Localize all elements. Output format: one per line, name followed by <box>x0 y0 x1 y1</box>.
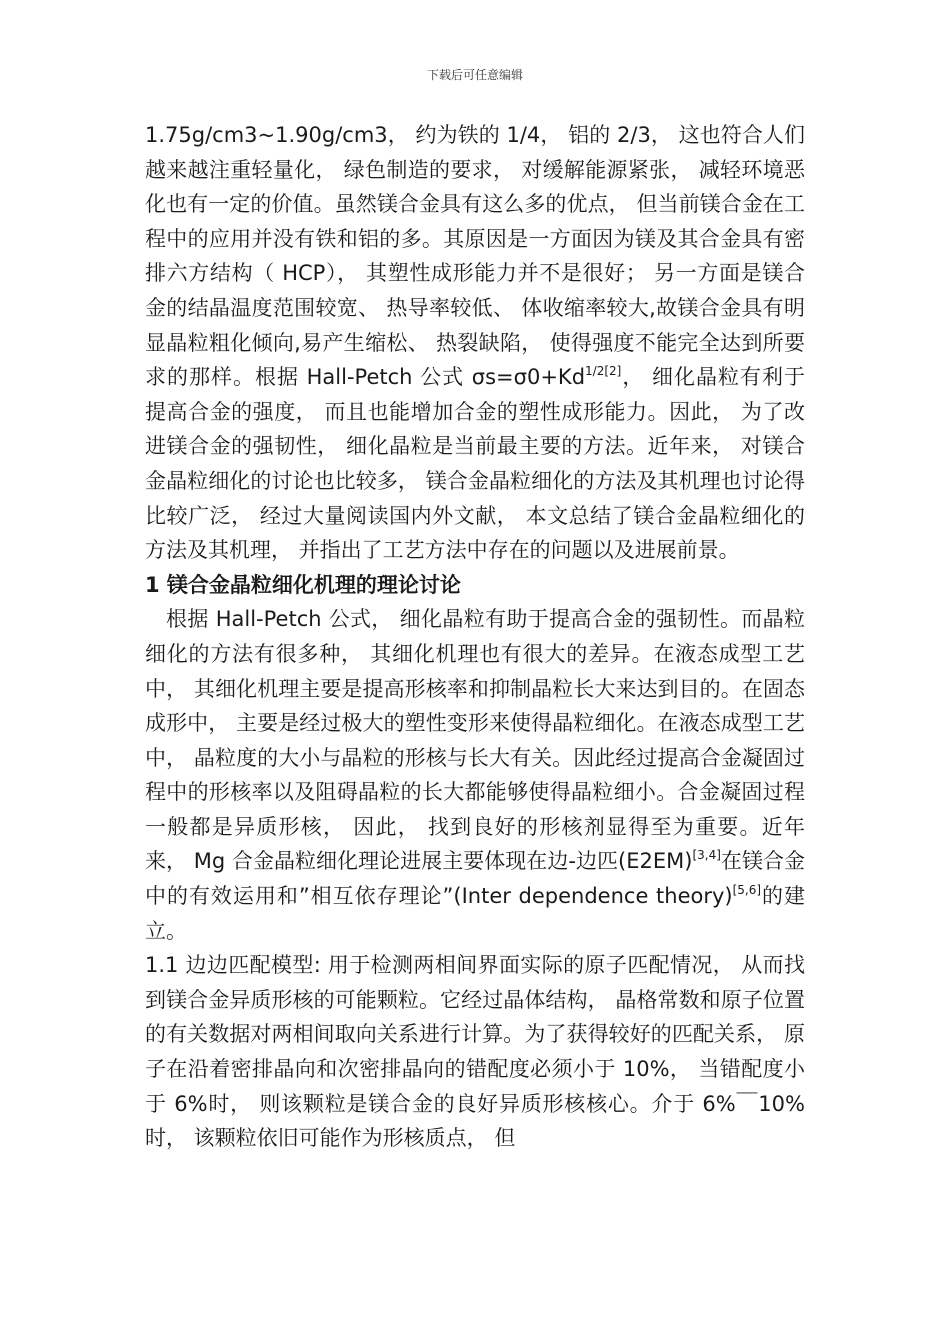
paragraph-theory-text-c: 的建立。 <box>145 884 805 943</box>
paragraph-intro-text: 1.75g/cm3~1.90g/cm3， 约为铁的 1/4， 铝的 2/3， 这也符合人们越来越注重轻量化， 绿色制造的要求， 对缓解能源紧张， 减轻环境恶化也有一定的价值。虽然镁合金具有这么多的优点， 但当前镁合金在工程中的应用并没有铁和铝的多。其原因是一方面因为镁及其合金具有密排六方结构（ HCP）， 其塑性成形能力并不是很好； 另一方面是镁合金的结晶温度范围较宽、 热导率较低、 体收缩率较大,故镁合金具有明显晶粒粗化倾向,易产生缩松、 热裂缺陷， 使得强度不能完全达到所要求的那样。根据 Hall-Petch 公式 σs=σ0+Kd <box>145 123 805 390</box>
paragraph-intro-tail: ， 细化晶粒有利于提高合金的强度， 而且也能增加合金的塑性成形能力。因此， 为了改进镁合金的强韧性， 细化晶粒是当前最主要的方法。近年来， 对镁合金晶粒细化的讨论也比较多， 镁合金晶粒细化的方法及其机理也讨论得比较广泛， 经过大量阅读国内外文献， 本文总结了镁合金晶粒细化的方法及其机理， 并指出了工艺方法中存在的问题以及进展前景。 <box>145 365 805 563</box>
page-header: 下载后可任意编辑 <box>426 68 523 82</box>
paragraph-theory-text-b: 在镁合金中的有效运用和”相互依存理论”(Inter dependence theory) <box>145 849 806 909</box>
section-heading: 1 镁合金晶粒细化机理的理论讨论 <box>145 572 461 597</box>
superscript-citation: [3,4] <box>692 848 721 863</box>
paragraph-theory <box>145 602 805 948</box>
paragraph-e2em: 1.1 边边匹配模型: 用于检测两相间界面实际的原子匹配情况， 从而找到镁合金异质形核的可能颗粒。它经过晶体结构， 晶格常数和原子位置的有关数据对两相间取向关系进行计算。为了获得较好的匹配关系， 原子在沿着密排晶向和次密排晶向的错配度必须小于 10%， 当错配度小于 6%时， 则该颗粒是镁合金的良好异质形核核心。介于 6%￣10%时， 该颗粒依旧可能作为形核质点， 但 <box>145 953 805 1151</box>
superscript-citation: [5,6] <box>732 883 762 898</box>
paragraph-intro <box>145 118 805 568</box>
superscript-citation: 1/2[2] <box>585 364 622 379</box>
document-body <box>145 118 805 1156</box>
paragraph-theory-text-a: 根据 Hall-Petch 公式， 细化晶粒有助于提高合金的强韧性。而晶粒细化的方法有很多种， 其细化机理也有很大的差异。在液态成型工艺中， 其细化机理主要是提高形核率和抑制晶粒长大来达到目的。在固态成形中， 主要是经过极大的塑性变形来使得晶粒细化。在液态成型工艺中， 晶粒度的大小与晶粒的形核与长大有关。因此经过提高合金凝固过程中的形核率以及阻碍晶粒的长大都能够使得晶粒细小。合金凝固过程一般都是异质形核， 因此， 找到良好的形核剂显得至为重要。近年来， Mg 合金晶粒细化理论进展主要体现在边-边匹(E2EM) <box>145 607 805 874</box>
